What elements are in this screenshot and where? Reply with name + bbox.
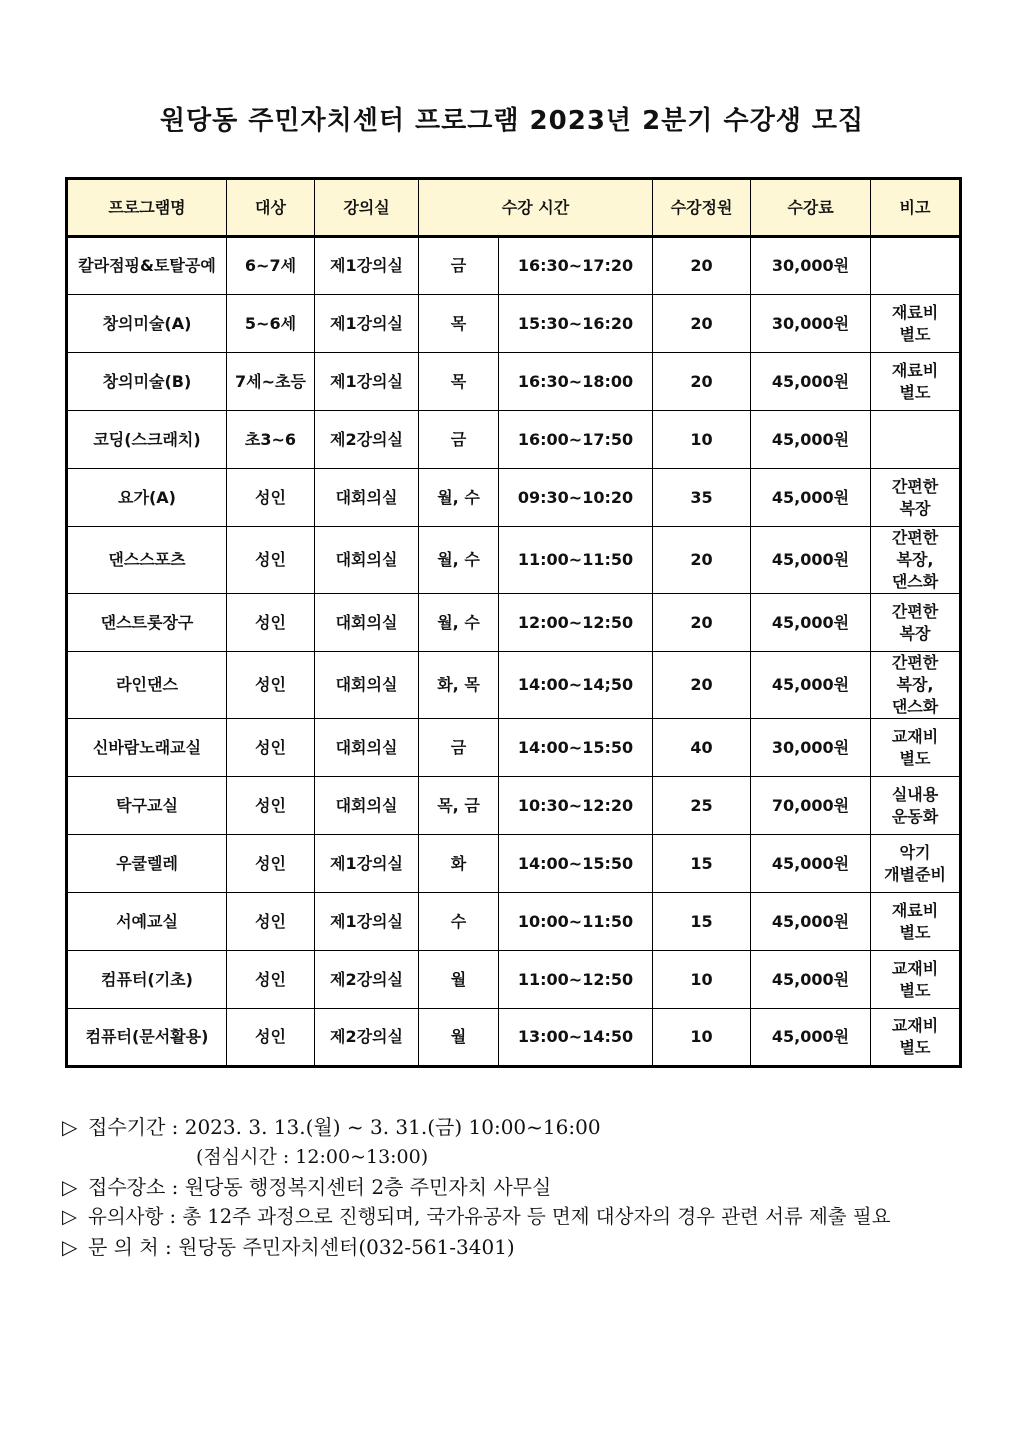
- cell-time: 16:00~17:50: [499, 411, 653, 469]
- cell-day: 목, 금: [419, 777, 499, 835]
- cell-day: 목: [419, 295, 499, 353]
- cell-capacity: 15: [653, 893, 751, 951]
- cell-target: 성인: [227, 594, 315, 652]
- cell-day: 금: [419, 719, 499, 777]
- cell-fee: 45,000원: [751, 893, 871, 951]
- cell-day: 화: [419, 835, 499, 893]
- cell-target: 성인: [227, 719, 315, 777]
- cell-program: 컴퓨터(기초): [67, 951, 227, 1009]
- cell-fee: 45,000원: [751, 594, 871, 652]
- cell-room: 제1강의실: [315, 353, 419, 411]
- cell-day: 월: [419, 951, 499, 1009]
- note-place: ▷ 접수장소 : 원당동 행정복지센터 2층 주민자치 사무실: [62, 1172, 992, 1202]
- cell-capacity: 40: [653, 719, 751, 777]
- cell-program: 창의미술(A): [67, 295, 227, 353]
- cell-capacity: 10: [653, 951, 751, 1009]
- cell-room: 대회의실: [315, 594, 419, 652]
- header-note: 비고: [871, 179, 961, 237]
- cell-program: 댄스트롯장구: [67, 594, 227, 652]
- table-row: [67, 893, 961, 951]
- cell-time: 16:30~18:00: [499, 353, 653, 411]
- cell-program: 우쿨렐레: [67, 835, 227, 893]
- cell-program: 창의미술(B): [67, 353, 227, 411]
- cell-target: 5~6세: [227, 295, 315, 353]
- cell-day: 월, 수: [419, 469, 499, 527]
- cell-program: 댄스스포츠: [67, 527, 227, 594]
- header-time: 수강 시간: [419, 179, 653, 237]
- cell-capacity: 20: [653, 594, 751, 652]
- note-caution: ▷ 유의사항 : 총 12주 과정으로 진행되며, 국가유공자 등 면제 대상자의 경우 관련 서류 제출 필요: [62, 1202, 992, 1232]
- cell-fee: 45,000원: [751, 469, 871, 527]
- cell-capacity: 20: [653, 527, 751, 594]
- cell-program: 탁구교실: [67, 777, 227, 835]
- cell-target: 6~7세: [227, 237, 315, 295]
- table-row: [67, 835, 961, 893]
- cell-fee: 45,000원: [751, 652, 871, 719]
- note-lunch: (점심시간 : 12:00~13:00): [196, 1146, 429, 1168]
- table-row: [67, 411, 961, 469]
- cell-note: 교재비 별도: [871, 1009, 961, 1067]
- cell-time: 11:00~11:50: [499, 527, 653, 594]
- cell-room: 대회의실: [315, 652, 419, 719]
- cell-capacity: 25: [653, 777, 751, 835]
- cell-room: 제1강의실: [315, 237, 419, 295]
- table-row: [67, 719, 961, 777]
- cell-day: 목: [419, 353, 499, 411]
- cell-day: 금: [419, 237, 499, 295]
- cell-room: 제2강의실: [315, 951, 419, 1009]
- cell-fee: 30,000원: [751, 295, 871, 353]
- header-fee: 수강료: [751, 179, 871, 237]
- table-row: [67, 295, 961, 353]
- cell-day: 금: [419, 411, 499, 469]
- cell-target: 성인: [227, 951, 315, 1009]
- cell-room: 제2강의실: [315, 1009, 419, 1067]
- cell-time: 10:30~12:20: [499, 777, 653, 835]
- cell-note: 교재비 별도: [871, 719, 961, 777]
- cell-day: 월: [419, 1009, 499, 1067]
- cell-note: 악기 개별준비: [871, 835, 961, 893]
- cell-note: 재료비 별도: [871, 295, 961, 353]
- bullet-icon: ▷: [62, 1235, 78, 1259]
- cell-target: 초3~6: [227, 411, 315, 469]
- cell-day: 월, 수: [419, 527, 499, 594]
- cell-time: 14:00~15:50: [499, 835, 653, 893]
- cell-target: 7세~초등: [227, 353, 315, 411]
- table-row: [67, 777, 961, 835]
- table-row: [67, 527, 961, 594]
- cell-day: 수: [419, 893, 499, 951]
- cell-target: 성인: [227, 469, 315, 527]
- cell-note: 실내용 운동화: [871, 777, 961, 835]
- cell-room: 대회의실: [315, 527, 419, 594]
- cell-program: 코딩(스크래치): [67, 411, 227, 469]
- cell-room: 대회의실: [315, 719, 419, 777]
- cell-capacity: 10: [653, 411, 751, 469]
- cell-note: 간편한 복장, 댄스화: [871, 652, 961, 719]
- cell-time: 16:30~17:20: [499, 237, 653, 295]
- bullet-icon: ▷: [62, 1205, 77, 1228]
- cell-target: 성인: [227, 777, 315, 835]
- cell-day: 화, 목: [419, 652, 499, 719]
- cell-fee: 30,000원: [751, 719, 871, 777]
- cell-note: [871, 237, 961, 295]
- header-capacity: 수강정원: [653, 179, 751, 237]
- table-row: [67, 237, 961, 295]
- cell-room: 제1강의실: [315, 893, 419, 951]
- note-contact: ▷ 문 의 처 : 원당동 주민자치센터(032-561-3401): [62, 1232, 992, 1262]
- header-room: 강의실: [315, 179, 419, 237]
- cell-fee: 30,000원: [751, 237, 871, 295]
- table-row: [67, 652, 961, 719]
- cell-room: 제1강의실: [315, 295, 419, 353]
- cell-time: 12:00~12:50: [499, 594, 653, 652]
- table-row: [67, 469, 961, 527]
- cell-capacity: 15: [653, 835, 751, 893]
- cell-fee: 45,000원: [751, 951, 871, 1009]
- page-title: 원당동 주민자치센터 프로그램 2023년 2분기 수강생 모집: [159, 106, 865, 136]
- cell-note: [871, 411, 961, 469]
- table-row: [67, 1009, 961, 1067]
- cell-room: 제2강의실: [315, 411, 419, 469]
- cell-program: 요가(A): [67, 469, 227, 527]
- cell-program: 서예교실: [67, 893, 227, 951]
- cell-capacity: 20: [653, 295, 751, 353]
- cell-capacity: 20: [653, 652, 751, 719]
- cell-note: 간편한 복장: [871, 469, 961, 527]
- cell-day: 월, 수: [419, 594, 499, 652]
- note-period: ▷ 접수기간 : 2023. 3. 13.(월) ~ 3. 31.(금) 10:00~16:00: [62, 1112, 992, 1142]
- cell-fee: 45,000원: [751, 1009, 871, 1067]
- program-table: [65, 177, 962, 1068]
- cell-note: 간편한 복장: [871, 594, 961, 652]
- cell-target: 성인: [227, 1009, 315, 1067]
- cell-capacity: 35: [653, 469, 751, 527]
- cell-note: 간편한 복장, 댄스화: [871, 527, 961, 594]
- cell-time: 10:00~11:50: [499, 893, 653, 951]
- bullet-icon: ▷: [62, 1175, 78, 1199]
- cell-fee: 70,000원: [751, 777, 871, 835]
- cell-program: 칼라점핑&토탈공예: [67, 237, 227, 295]
- cell-time: 09:30~10:20: [499, 469, 653, 527]
- bullet-icon: ▷: [62, 1115, 78, 1139]
- cell-program: 컴퓨터(문서활용): [67, 1009, 227, 1067]
- cell-capacity: 10: [653, 1009, 751, 1067]
- table-header-row: [67, 179, 961, 237]
- cell-program: 라인댄스: [67, 652, 227, 719]
- cell-time: 14:00~14;50: [499, 652, 653, 719]
- cell-room: 대회의실: [315, 469, 419, 527]
- table-row: [67, 353, 961, 411]
- cell-note: 재료비 별도: [871, 353, 961, 411]
- cell-fee: 45,000원: [751, 353, 871, 411]
- cell-room: 제1강의실: [315, 835, 419, 893]
- cell-time: 15:30~16:20: [499, 295, 653, 353]
- cell-time: 14:00~15:50: [499, 719, 653, 777]
- notes-section: [62, 1112, 992, 1262]
- header-target: 대상: [227, 179, 315, 237]
- cell-target: 성인: [227, 893, 315, 951]
- cell-time: 13:00~14:50: [499, 1009, 653, 1067]
- cell-target: 성인: [227, 527, 315, 594]
- cell-time: 11:00~12:50: [499, 951, 653, 1009]
- cell-target: 성인: [227, 835, 315, 893]
- cell-fee: 45,000원: [751, 527, 871, 594]
- header-program: 프로그램명: [67, 179, 227, 237]
- cell-fee: 45,000원: [751, 411, 871, 469]
- cell-capacity: 20: [653, 237, 751, 295]
- cell-note: 재료비 별도: [871, 893, 961, 951]
- table-row: [67, 951, 961, 1009]
- table-row: [67, 594, 961, 652]
- cell-note: 교재비 별도: [871, 951, 961, 1009]
- cell-capacity: 20: [653, 353, 751, 411]
- cell-fee: 45,000원: [751, 835, 871, 893]
- cell-target: 성인: [227, 652, 315, 719]
- cell-program: 신바람노래교실: [67, 719, 227, 777]
- cell-room: 대회의실: [315, 777, 419, 835]
